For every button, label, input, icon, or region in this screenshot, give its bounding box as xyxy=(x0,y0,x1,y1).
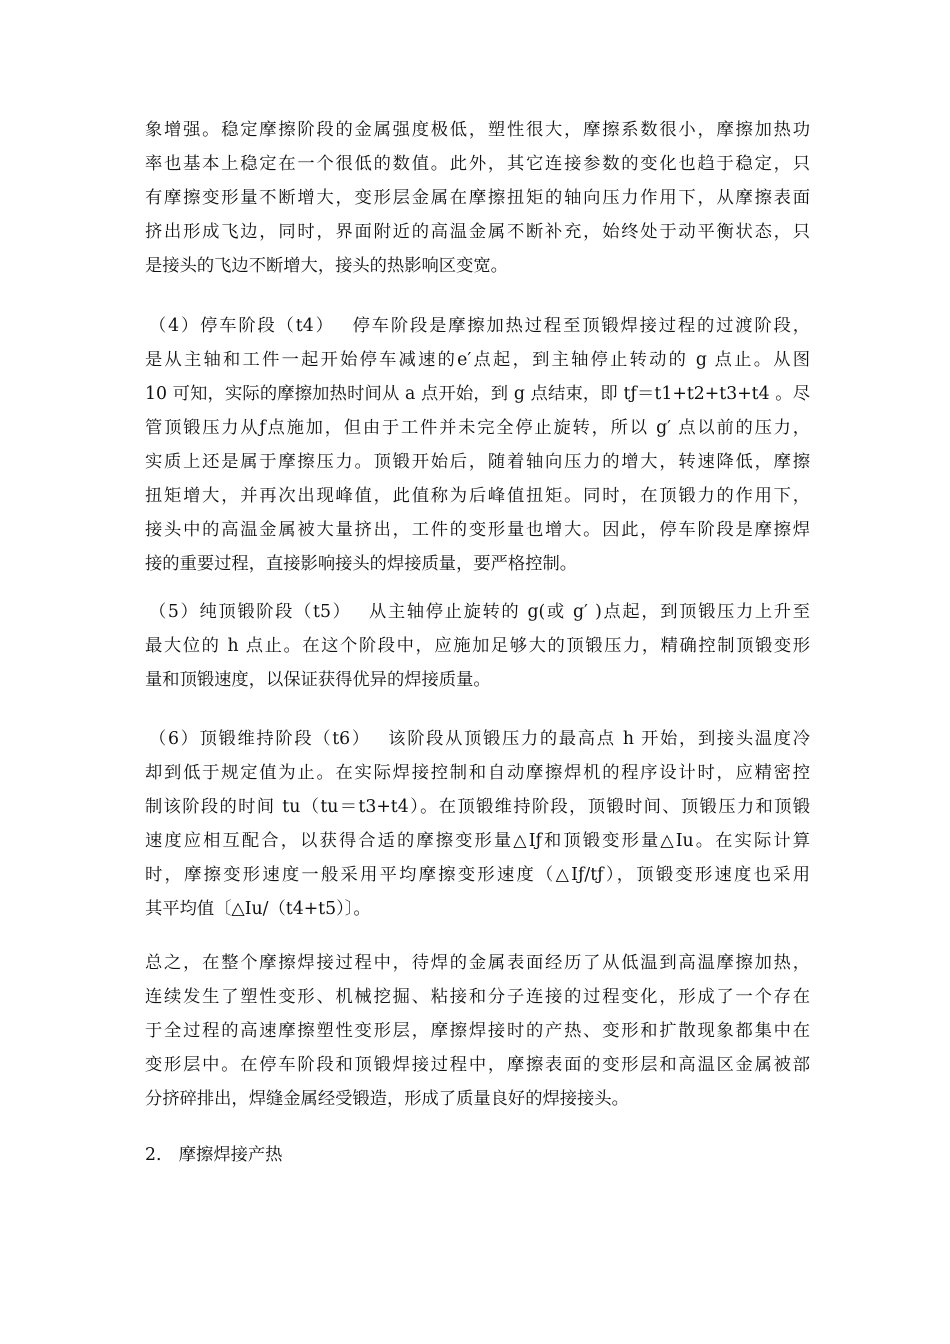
text-line: 挤出形成飞边，同时，界面附近的高温金属不断补充，始终处于动平衡状态，只 xyxy=(145,222,810,242)
text-line: 接的重要过程，直接影响接头的焊接质量，要严格控制。 xyxy=(145,554,578,574)
text-line: 制该阶段的时间 tu（tu＝t3+t4）。在顶锻维持阶段，顶锻时间、顶锻压力和顶锻 xyxy=(145,797,810,817)
text-line: 是接头的飞边不断增大，接头的热影响区变宽。 xyxy=(145,256,508,276)
text-line: 变形层中。在停车阶段和顶锻焊接过程中，摩擦表面的变形层和高温区金属被部 xyxy=(145,1055,810,1075)
text-line: 时，摩擦变形速度一般采用平均摩擦变形速度（△Iƒ/tƒ），顶锻变形速度也采用 xyxy=(145,865,810,885)
text-line: 接头中的高温金属被大量挤出，工件的变形量也增大。因此，停车阶段是摩擦焊 xyxy=(145,520,810,540)
text-line: 速度应相互配合，以获得合适的摩擦变形量△Iƒ和顶锻变形量△Iu。在实际计算 xyxy=(145,831,810,851)
text-line: 分挤碎排出，焊缝金属经受锻造，形成了质量良好的焊接接头。 xyxy=(145,1089,629,1109)
text-line: 扭矩增大，并再次出现峰值，此值称为后峰值扭矩。同时，在顶锻力的作用下， xyxy=(145,486,810,506)
paragraph-stop-stage xyxy=(145,309,810,581)
text-line: 总之，在整个摩擦焊接过程中，待焊的金属表面经历了从低温到高温摩擦加热， xyxy=(145,953,810,973)
paragraph-pure-forging-stage xyxy=(145,595,810,697)
paragraph-forging-hold-stage xyxy=(145,722,810,926)
text-line: 率也基本上稳定在一个很低的数值。此外，其它连接参数的变化也趋于稳定，只 xyxy=(145,154,810,174)
text-line: 有摩擦变形量不断增大，变形层金属在摩擦扭矩的轴向压力作用下，从摩擦表面 xyxy=(145,188,810,208)
text-line: （4）停车阶段（t4） 停车阶段是摩擦加热过程至顶锻焊接过程的过渡阶段， xyxy=(149,316,810,336)
text-line: 却到低于规定值为止。在实际焊接控制和自动摩擦焊机的程序设计时，应精密控 xyxy=(145,763,810,783)
section-heading xyxy=(145,1138,810,1172)
text-line: 管顶锻压力从ƒ点施加，但由于工件并未完全停止旋转，所以 g′ 点以前的压力， xyxy=(145,418,810,438)
text-line: （6）顶锻维持阶段（t6） 该阶段从顶锻压力的最高点 h 开始，到接头温度冷 xyxy=(149,729,810,749)
text-line: 最大位的 h 点止。在这个阶段中，应施加足够大的顶锻压力，精确控制顶锻变形 xyxy=(145,636,810,656)
text-line: 连续发生了塑性变形、机械挖掘、粘接和分子连接的过程变化，形成了一个存在 xyxy=(145,987,810,1007)
text-line: 象增强。稳定摩擦阶段的金属强度极低，塑性很大，摩擦系数很小，摩擦加热功 xyxy=(145,120,810,140)
paragraph-stable-friction xyxy=(145,113,810,283)
text-line: 其平均值〔△Iu/（t4+t5）〕。 xyxy=(145,899,371,919)
text-line: 量和顶锻速度，以保证获得优异的焊接质量。 xyxy=(145,670,491,690)
section-heading-text: 2. 摩擦焊接产热 xyxy=(145,1145,283,1165)
text-line: 于全过程的高速摩擦塑性变形层，摩擦焊接时的产热、变形和扩散现象都集中在 xyxy=(145,1021,810,1041)
paragraph-summary xyxy=(145,946,810,1116)
text-line: 10 可知，实际的摩擦加热时间从 a 点开始，到 g 点结束，即 tƒ＝t1+t2+t3+t4 。尽 xyxy=(145,384,810,404)
text-line: 是从主轴和工件一起开始停车减速的e′点起，到主轴停止转动的 g 点止。从图 xyxy=(145,350,810,370)
text-line: 实质上还是属于摩擦压力。顶锻开始后，随着轴向压力的增大，转速降低，摩擦 xyxy=(145,452,810,472)
text-line: （5）纯顶锻阶段（t5） 从主轴停止旋转的 g(或 g′ )点起，到顶锻压力上升至 xyxy=(149,602,810,622)
